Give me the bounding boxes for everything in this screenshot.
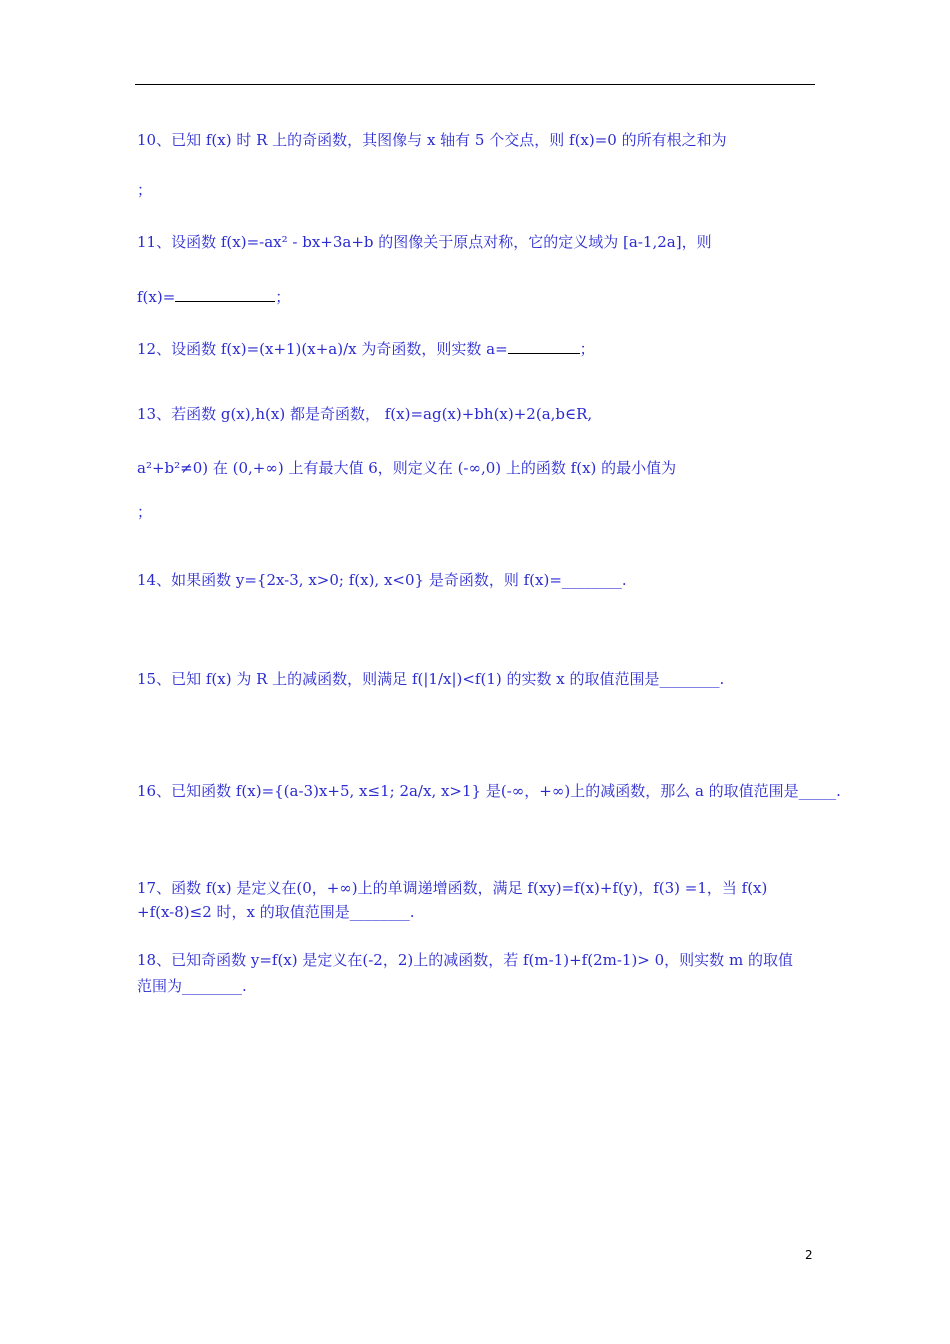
problem-11-answer-label: f(x)= bbox=[137, 288, 176, 306]
problem-13-line1: 13、若函数 g(x),h(x) 都是奇函数， f(x)=ag(x)+bh(x)+2(a,b∈R, bbox=[137, 405, 593, 423]
problem-14-line1: 14、如果函数 y={2x-3, x>0; f(x), x<0} 是奇函数，则 f(x)=________. bbox=[137, 571, 627, 589]
problem-15-line1: 15、已知 f(x) 为 R 上的减函数，则满足 f(|1/x|)<f(1) 的实数 x 的取值范围是________. bbox=[137, 670, 725, 688]
problem-17-line2: +f(x-8)≤2 时，x 的取值范围是________. bbox=[137, 903, 415, 921]
problem-18-line1: 18、已知奇函数 y=f(x) 是定义在(-2，2)上的减函数，若 f(m-1)+f(2m-1)> 0，则实数 m 的取值 bbox=[137, 951, 793, 969]
problem-16-line1: 16、已知函数 f(x)={(a-3)x+5, x≤1; 2a/x, x>1} 是(-∞，+∞)上的减函数，那么 a 的取值范围是_____. bbox=[137, 782, 841, 800]
problem-13-line3: ； bbox=[137, 503, 153, 521]
answer-blank bbox=[175, 287, 275, 302]
answer-blank bbox=[508, 339, 580, 354]
page-number: 2 bbox=[805, 1248, 813, 1262]
problem-11-line1: 11、设函数 f(x)=-ax² - bx+3a+b 的图像关于原点对称，它的定义域为 [a-1,2a]，则 bbox=[137, 233, 712, 251]
problem-17-line1: 17、函数 f(x) 是定义在(0，+∞)上的单调递增函数，满足 f(xy)=f(x)+f(y)，f(3) =1，当 f(x) bbox=[137, 879, 768, 897]
problem-12-text: 12、设函数 f(x)=(x+1)(x+a)/x 为奇函数，则实数 a= bbox=[137, 340, 508, 358]
header-rule bbox=[135, 84, 815, 85]
problem-13-line2: a²+b²≠0) 在 (0,+∞) 上有最大值 6，则定义在 (-∞,0) 上的函数 f(x) 的最小值为 bbox=[137, 459, 677, 477]
problem-10-line1: 10、已知 f(x) 时 R 上的奇函数，其图像与 x 轴有 5 个交点，则 f(x)=0 的所有根之和为 bbox=[137, 131, 727, 149]
problem-18-line2: 范围为________. bbox=[137, 977, 247, 995]
problem-12-line1: 12、设函数 f(x)=(x+1)(x+a)/x 为奇函数，则实数 a= ； bbox=[137, 340, 595, 358]
problem-11-line2: f(x)= ； bbox=[137, 288, 291, 306]
problem-10-line2: ； bbox=[137, 181, 153, 199]
